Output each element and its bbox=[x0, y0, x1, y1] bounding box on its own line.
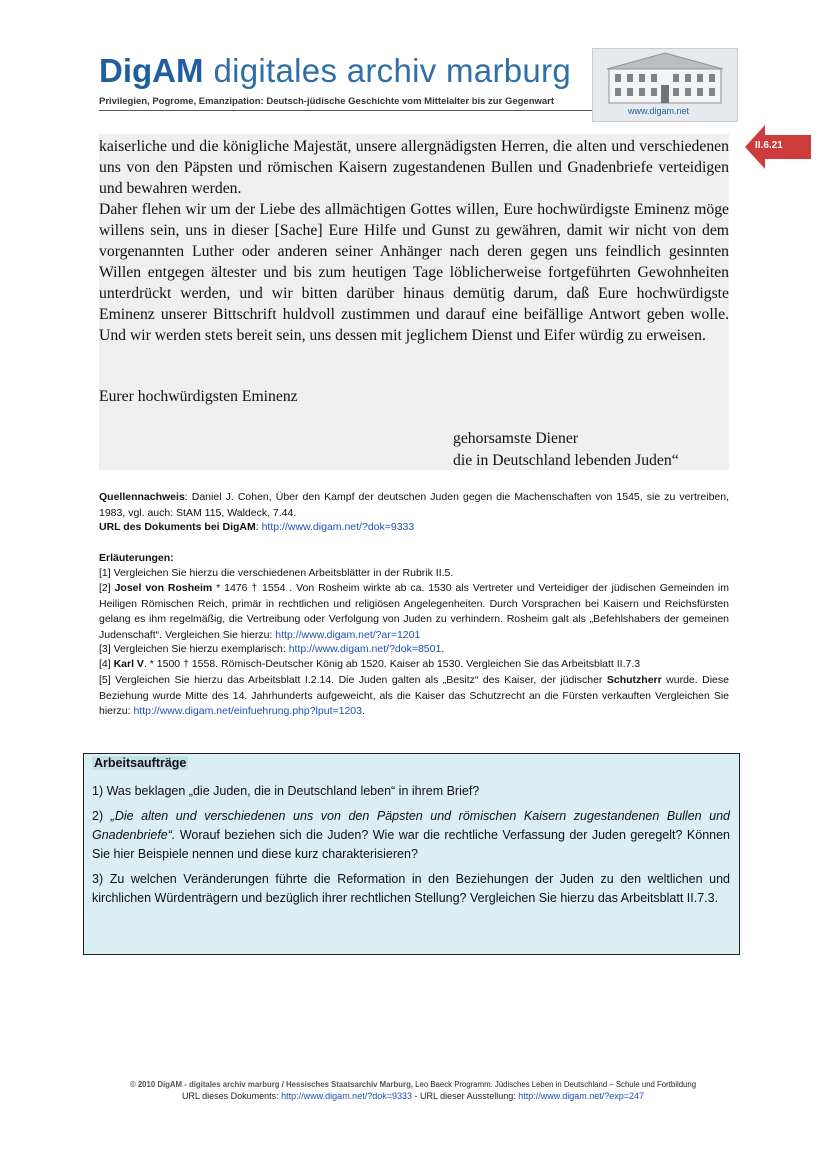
header-divider bbox=[99, 110, 593, 111]
letter-signature-line-1: gehorsamste Diener bbox=[453, 430, 579, 447]
brand-long-name: digitales archiv marburg bbox=[213, 52, 572, 89]
note-5-end: . bbox=[361, 705, 365, 717]
note-3 bbox=[99, 642, 729, 658]
task-3: 3) Zu welchen Veränderungen führte die Reformation in den Beziehungen der Juden zu den weltlichen und kirchlichen Würdenträgern und bezüglich ihrer rechtlichen Stellung? Vergleichen Sie hierzu das Arbeitsblatt II.7.3. bbox=[92, 872, 730, 905]
footer-copyright bbox=[0, 1080, 826, 1089]
note-3-text: [3] Vergleichen Sie hierzu exemplarisch: bbox=[99, 643, 289, 655]
note-3-end: . bbox=[441, 643, 445, 655]
letter-signature-line-2: die in Deutschland lebenden Juden“ bbox=[453, 452, 679, 469]
tasks-box bbox=[83, 753, 740, 955]
note-5-text: [5] Vergleichen Sie hierzu das Arbeitsblatt I.2.14. Die Juden galten als „Besitz“ des Kaiser, der jüdischer bbox=[99, 674, 607, 686]
notes-heading: Erläuterungen: bbox=[99, 552, 174, 564]
source-text: : Daniel J. Cohen, Über den Kampf der deutschen Juden gegen die Machenschaften von 1545, sie zu vertreiben, 1983, vgl. auch: StAM 115, Waldeck, 7.44. bbox=[99, 491, 729, 519]
document-tag: II.6.21 bbox=[755, 140, 783, 151]
note-2-link[interactable]: http://www.digam.net/?ar=1201 bbox=[275, 628, 421, 641]
letter-greeting: Eurer hochwürdigsten Eminenz bbox=[99, 388, 298, 405]
document-url-line bbox=[99, 520, 729, 536]
note-2-name: Josel von Rosheim bbox=[114, 582, 213, 594]
note-1: [1] Vergleichen Sie hierzu die verschiedenen Arbeitsblätter in der Rubrik II.5. bbox=[99, 567, 454, 579]
footer-copyright-rest: Leo Baeck Programm. Jüdisches Leben in Deutschland – Schule und Fortbildung bbox=[413, 1080, 697, 1089]
task-2-prefix: 2) bbox=[92, 809, 111, 823]
note-4-name: Karl V bbox=[113, 658, 144, 670]
letter-paragraph-2: Daher flehen wir um der Liebe des allmächtigen Gottes willen, Eure hochwürdigste Eminenz möge willens sein, uns in dieser [Sache] Eure Hilfe und Gunst zu gewähren, damit wir nicht von dem vorgenannten Luther oder anderen seiner Anhänger nach deren gegen uns feindlich gesinnten Willen entgegen ältester und bis zum heutigen Tage löblicherweise fortgeführten Gewohnheiten unterdrückt werden, und wir bitten darüber hinaus demütig darum, daß Eure hochwürdigste Eminenz unserer Bittschrift huldvoll zustimmen und darauf eine beifällige Antwort geben wolle. Und wir werden stets bereit sein, uns dessen mit jeglichem Dienst und Eifer würdig zu erweisen. bbox=[99, 201, 729, 344]
footer-exhibition-url-label: - URL dieser Ausstellung: bbox=[412, 1091, 519, 1101]
document-url-separator: : bbox=[255, 521, 262, 533]
logo-url: www.digam.net bbox=[628, 106, 690, 116]
note-5-bold: Schutzherr bbox=[606, 674, 662, 686]
task-2-quote: „Die alten und verschiedenen uns von den Päpsten und römischen Kaisern zugestandenen Bullen und Gnadenbriefe“. bbox=[92, 809, 731, 842]
site-subtitle: Privilegien, Pogrome, Emanzipation: Deutsch-jüdische Geschichte vom Mittelalter bis zur Gegenwart bbox=[99, 96, 555, 107]
footer-copyright-bold: © 2010 DigAM - digitales archiv marburg / Hessisches Staatsarchiv Marburg, bbox=[129, 1080, 414, 1089]
footer-doc-url-link[interactable]: http://www.digam.net/?dok=9333 bbox=[281, 1091, 412, 1101]
task-2 bbox=[92, 807, 730, 864]
note-3-link[interactable]: http://www.digam.net/?dok=8501 bbox=[288, 643, 442, 655]
letter-paragraph-1: kaiserliche und die königliche Majestät, unsere allergnädigsten Herren, die alten und verschiedenen uns von den Päpsten und römischen Kaisern zugestandenen Bullen und Gnadenbriefe verteidigen und bewahren werden. bbox=[99, 138, 729, 197]
task-1: 1) Was beklagen „die Juden, die in Deutschland leben“ in ihrem Brief? bbox=[92, 784, 480, 798]
note-5 bbox=[99, 673, 729, 720]
letter-transcription bbox=[99, 134, 729, 470]
source-citation bbox=[99, 490, 729, 521]
footer-doc-url-label: URL dieses Dokuments: bbox=[181, 1091, 282, 1101]
document-url-link[interactable]: http://www.digam.net/?dok=9333 bbox=[261, 521, 415, 533]
footer-exhibition-url-link[interactable]: http://www.digam.net/?exp=247 bbox=[518, 1091, 645, 1101]
note-4-prefix: [4] bbox=[99, 658, 114, 670]
note-4-text: . * 1500 † 1558. Römisch-Deutscher König ab 1520. Kaiser ab 1530. Vergleichen Sie das Arbeitsblatt II.7.3 bbox=[143, 658, 641, 670]
note-2-prefix: [2] bbox=[99, 582, 115, 594]
task-2-text: Worauf beziehen sich die Juden? Wie war die rechtliche Verfassung der Juden geregelt? Können Sie hier Beispiele nennen und diese kurz charakterisieren? bbox=[92, 828, 730, 861]
note-4 bbox=[99, 657, 729, 673]
source-label: Quellennachweis bbox=[99, 491, 185, 503]
footer-urls bbox=[0, 1091, 826, 1101]
note-5-text-2: wurde. Diese Beziehung wurde Mitte des 14. Jahrhunderts aufgeweicht, als die Kaiser das Schutzrecht an die Fürsten verkauften Vergleichen Sie hierzu: bbox=[99, 674, 729, 717]
note-5-link[interactable]: http://www.digam.net/einfuehrung.php?lput=1203 bbox=[133, 705, 362, 717]
note-2-text: * 1476 † 1554 . Von Rosheim wirkte ab ca. 1530 als Vertreter und Verteidiger der jüdischen Gemeinden im Heiligen Römischen Reich, primär in rechtlichen und religiösen Angelegenheiten. Durch Vorsprachen bei Kaisern und Reichsfürsten gelang es ihm regelmäßig, die Vertreibung oder Verfolgung von Juden zu verhindern. Rosheim galt als „Befehlshabers der gemeinen Judenschaft“. Vergleichen Sie hierzu: bbox=[99, 582, 730, 641]
brand-name: DigAM bbox=[99, 52, 204, 89]
note-2 bbox=[99, 581, 729, 643]
site-title bbox=[99, 52, 571, 90]
document-url-label: URL des Dokuments bei DigAM bbox=[99, 521, 256, 533]
tasks-heading: Arbeitsaufträge bbox=[94, 756, 187, 770]
